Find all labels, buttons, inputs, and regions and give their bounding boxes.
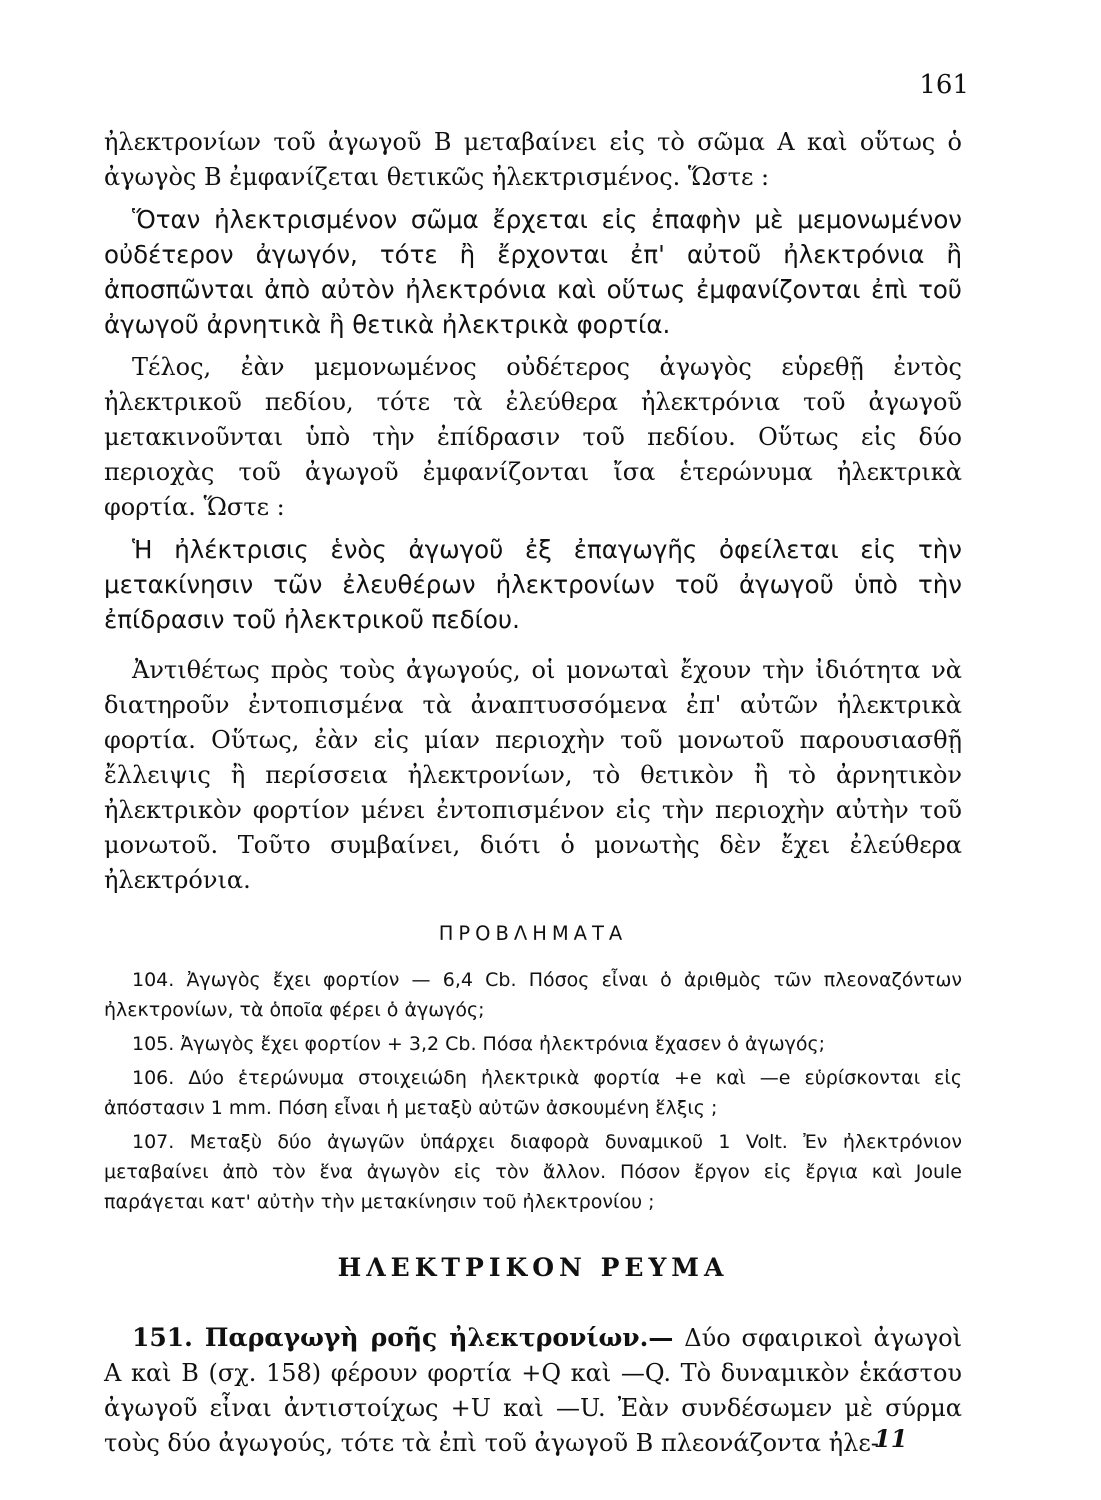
law-statement-induction: Ἡ ἠλέκτρισις ἑνὸς ἀγωγοῦ ἐξ ἐπαγωγῆς ὀφείλεται εἰς τὴν μετακίνησιν τῶν ἐλευθέρων ἠλεκτρονίων τοῦ ἀγωγοῦ ὑπὸ τὴν ἐπίδρασιν τοῦ ἠλεκτρικοῦ πεδίου. — [104, 535, 962, 634]
sheet-signature: 11 — [874, 1424, 908, 1453]
problem-number: 106. — [132, 1067, 175, 1089]
subsection-title: 151. Παραγωγὴ ροῆς ἠλεκτρονίων.— — [132, 1323, 674, 1352]
page-content — [104, 125, 962, 1461]
law-statement-contact: Ὅταν ἠλεκτρισμένον σῶμα ἔρχεται εἰς ἐπαφὴν μὲ μεμονωμένον οὐδέτερον ἀγωγόν, τότε ἢ ἔρχονται ἐπ' αὐτοῦ ἠλεκτρόνια ἢ ἀποσπῶνται ἀπὸ αὐτὸν ἠλεκτρόνια καὶ οὕτως ἐμφανίζονται ἐπὶ τοῦ ἀγωγοῦ ἀρνητικὰ ἢ θετικὰ ἠλεκτρικὰ φορτία. — [104, 205, 962, 339]
problem-text: Ἀγωγὸς ἔχει φορτίον — 6,4 Cb. Πόσος εἶναι ὁ ἀριθμὸς τῶν πλεοναζόντων ἠλεκτρονίων, τὰ ὁποῖα φέρει ὁ ἀγωγός; — [104, 969, 963, 1021]
problem-text: Μεταξὺ δύο ἀγωγῶν ὑπάρχει διαφορὰ δυναμικοῦ 1 Volt. Ἐν ἠλεκτρόνιον μεταβαίνει ἀπὸ τὸν ἕνα ἀγωγὸν εἰς τὸν ἄλλον. Πόσον ἔργον εἰς ἔργια καὶ Joule παράγεται κατ' αὐτὴν τὴν μετακίνησιν τοῦ ἠλεκτρονίου ; — [104, 1131, 962, 1213]
problems-heading: ΠΡΟΒΛΗΜΑΤΑ — [438, 922, 628, 945]
paragraph-induction: Τέλος, ἐὰν μεμονωμένος οὐδέτερος ἀγωγὸς εὑρεθῇ ἐντὸς ἠλεκτρικοῦ πεδίου, τότε τὰ ἐλεύθερα ἠλεκτρόνια τοῦ ἀγωγοῦ μετακινοῦνται ὑπὸ τὴν ἐπίδρασιν τοῦ πεδίου. Οὕτως εἰς δύο περιοχὰς τοῦ ἀγωγοῦ ἐμφανίζονται ἴσα ἑτερώνυμα ἠλεκτρικὰ φορτία. Ὥστε : — [104, 353, 962, 521]
paragraph-insulators: Ἀντιθέτως πρὸς τοὺς ἀγωγούς, οἱ μονωταὶ ἔχουν τὴν ἰδιότητα νὰ διατηροῦν ἐντοπισμένα τὰ ἀναπτυσσόμενα ἐπ' αὐτῶν ἠλεκτρικὰ φορτία. Οὕτως, ἐὰν εἰς μίαν περιοχὴν τοῦ μονωτοῦ παρουσιασθῇ ἔλλειψις ἢ περίσσεια ἠλεκτρονίων, τὸ θετικὸν ἢ τὸ ἀρνητικὸν ἠλεκτρικὸν φορτίον μένει ἐντοπισμένον εἰς τὴν περιοχὴν αὐτὴν τοῦ μονωτοῦ. Τοῦτο συμβαίνει, διότι ὁ μονωτὴς δὲν ἔχει ἐλεύθερα ἠλεκτρόνια. — [104, 656, 962, 894]
problem-107 — [104, 1127, 962, 1217]
subsection-151 — [104, 1320, 962, 1461]
problem-number: 105. — [132, 1033, 175, 1055]
problem-105 — [104, 1029, 962, 1059]
problem-text: Ἀγωγὸς ἔχει φορτίον + 3,2 Cb. Πόσα ἠλεκτρόνια ἔχασεν ὁ ἀγωγός; — [180, 1033, 826, 1055]
problem-106 — [104, 1063, 962, 1123]
paragraph-continuation: ἠλεκτρονίων τοῦ ἀγωγοῦ Β μεταβαίνει εἰς τὸ σῶμα Α καὶ οὕτως ὁ ἀγωγὸς Β ἐμφανίζεται θετικῶς ἠλεκτρισμένος. Ὥστε : — [104, 128, 962, 191]
page-number: 161 — [919, 70, 969, 100]
section-heading: ΗΛΕΚΤΡΙΚΟΝ ΡΕΥΜΑ — [337, 1253, 729, 1282]
problem-104 — [104, 965, 962, 1025]
problem-number: 104. — [132, 969, 175, 991]
subsection-text: Δύο σφαιρικοὶ ἀγωγοὶ Α καὶ Β (σχ. 158) φέρουν φορτία +Q καὶ —Q. Τὸ δυναμικὸν ἑκάστου ἀγωγοῦ εἶναι ἀντιστοίχως +U καὶ —U. Ἐὰν συνδέσωμεν μὲ σύρμα τοὺς δύο ἀγωγούς, τότε τὰ ἐπὶ τοῦ ἀγωγοῦ Β πλεονάζοντα ἠλε- — [104, 1324, 962, 1457]
problem-text: Δύο ἑτερώνυμα στοιχειώδη ἠλεκτρικὰ φορτία +e καὶ —e εὑρίσκονται εἰς ἀπόστασιν 1 mm. Πόση εἶναι ἡ μεταξὺ αὐτῶν ἀσκουμένη ἕλξις ; — [104, 1067, 963, 1119]
problem-number: 107. — [132, 1131, 175, 1153]
